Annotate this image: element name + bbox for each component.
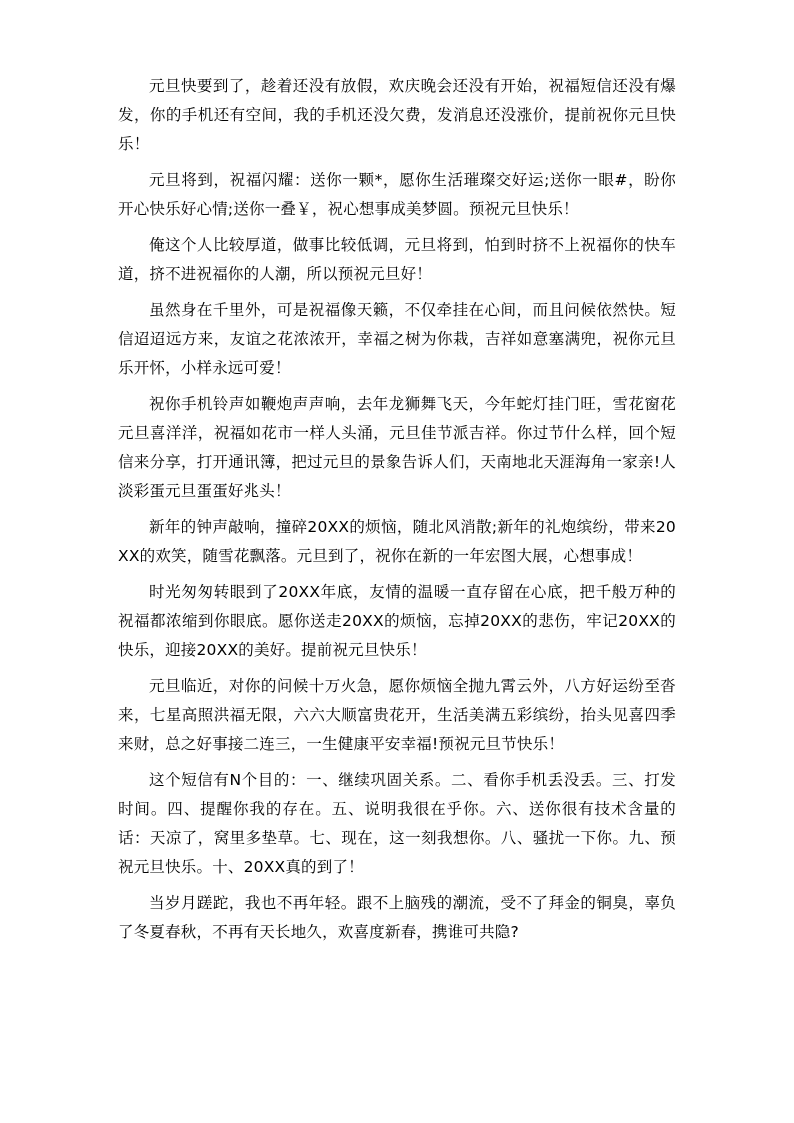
paragraph-2: 元旦将到，祝福闪耀：送你一颗*，愿你生活璀璨交好运;送你一眼#，盼你开心快乐好心情;送你一叠￥，祝心想事成美梦圆。预祝元旦快乐！ — [118, 171, 676, 218]
paragraph-7: 时光匆匆转眼到了20XX年底，友情的温暖一直存留在心底，把千般万种的祝福都浓缩到你眼底。愿你送走20XX的烦恼，忘掉20XX的悲伤，牢记20XX的快乐，迎接20XX的美好。提前祝元旦快乐！ — [118, 583, 676, 659]
document-body — [118, 72, 676, 954]
paragraph-4: 虽然身在千里外，可是祝福像天籁，不仅牵挂在心间，而且问候依然快。短信迢迢远方来，友谊之花浓浓开，幸福之树为你栽，吉祥如意塞满兜，祝你元旦乐开怀，小样永远可爱！ — [118, 301, 676, 377]
paragraph-5: 祝你手机铃声如鞭炮声声响，去年龙狮舞飞天，今年蛇灯挂门旺，雪花窗花元旦喜洋洋，祝福如花市一样人头涌，元旦佳节派吉祥。你过节什么样，回个短信来分享，打开通讯簿，把过元旦的景象告诉人们，天南地北天涯海角一家亲!人淡彩蛋元旦蛋蛋好兆头！ — [118, 395, 676, 500]
paragraph-1: 元旦快要到了，趁着还没有放假，欢庆晚会还没有开始，祝福短信还没有爆发，你的手机还有空间，我的手机还没欠费，发消息还没涨价，提前祝你元旦快乐！ — [118, 77, 676, 153]
paragraph-9: 这个短信有N个目的：一、继续巩固关系。二、看你手机丢没丢。三、打发时间。四、提醒你我的存在。五、说明我很在乎你。六、送你很有技术含量的话：天凉了，窝里多垫草。七、现在，这一刻我想你。八、骚扰一下你。九、预祝元旦快乐。十、20XX真的到了！ — [118, 771, 676, 876]
paragraph-6: 新年的钟声敲响，撞碎20XX的烦恼，随北风消散;新年的礼炮缤纷，带来20XX的欢笑，随雪花飘落。元旦到了，祝你在新的一年宏图大展，心想事成！ — [118, 518, 676, 565]
paragraph-8: 元旦临近，对你的问候十万火急，愿你烦恼全抛九霄云外，八方好运纷至沓来，七星高照洪福无限，六六大顺富贵花开，生活美满五彩缤纷，抬头见喜四季来财，总之好事接二连三，一生健康平安幸福!预祝元旦节快乐！ — [118, 677, 676, 753]
paragraph-3: 俺这个人比较厚道，做事比较低调，元旦将到，怕到时挤不上祝福你的快车道，挤不进祝福你的人潮，所以预祝元旦好！ — [118, 236, 676, 283]
paragraph-10: 当岁月蹉跎，我也不再年轻。跟不上脑残的潮流，受不了拜金的铜臭，辜负了冬夏春秋，不再有天长地久，欢喜度新春，携谁可共隐? — [118, 894, 676, 941]
